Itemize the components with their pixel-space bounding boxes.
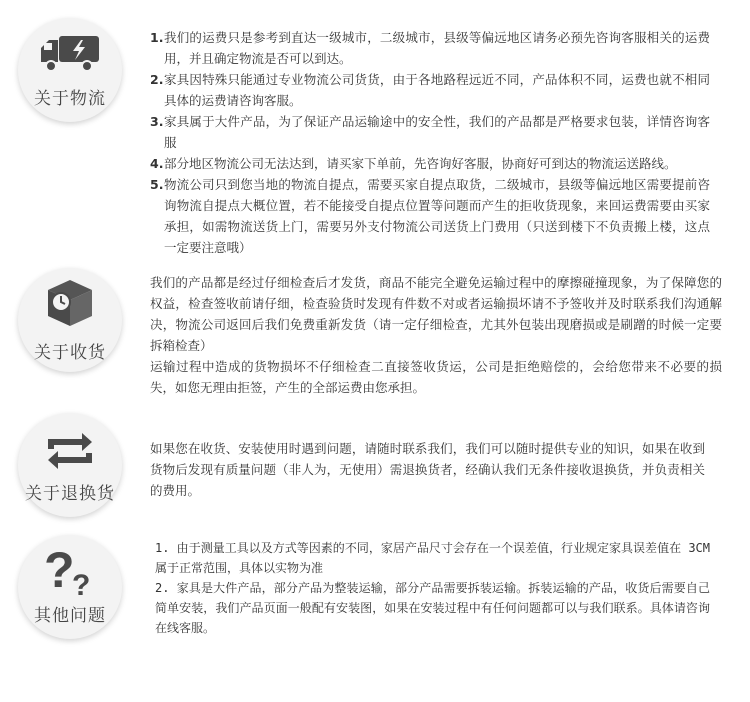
receiving-paragraph: 我们的产品都是经过仔细检查后才发货，商品不能完全避免运输过程中的摩擦碰撞现象，为了保障您的权益，检查签收前请仔细，检查验货时发现有件数不对或者运输损坏请不予签收并及时联系我们沟通解决，物流公司返回后我们免费重新发货（请一定仔细检查，尤其外包装出现磨损或是刷蹭的时候一定要拆箱检查） (150, 275, 722, 353)
list-item: 1. 我们的运费只是参考到直达一级城市，二级城市，县级等偏远地区请务必预先咨询客服相关的运费用，并且确定物流是否可以到达。 (150, 30, 710, 66)
list-item: 4. 部分地区物流公司无法达到，请买家下单前，先咨询好客服，协商好可到达的物流运送路线。 (150, 156, 677, 171)
package-box-clock-icon (40, 276, 100, 330)
svg-text:?: ? (72, 569, 91, 601)
exchange-arrows-icon (42, 429, 98, 473)
list-item: 2. 家具因特殊只能通过专业物流公司货货，由于各地路程远近不同，产品体积不同，运费也就不相同具体的运费请咨询客服。 (150, 72, 710, 108)
logistics-text (150, 27, 710, 258)
list-item: 3. 家具属于大件产品，为了保证产品运输途中的安全性，我们的产品都是严格要求包装，详情咨询客服 (150, 114, 710, 150)
other-label: 其他问题 (34, 606, 106, 626)
svg-text:?: ? (44, 543, 75, 598)
question-marks-icon (40, 543, 100, 601)
receiving-badge (18, 268, 122, 372)
returns-label: 关于退换货 (25, 484, 115, 504)
receiving-paragraph: 运输过程中造成的货物损坏不仔细检查二直接签收货运，公司是拒绝赔偿的，会给您带来不必要的损失，如您无理由拒签，产生的全部运费由您承担。 (150, 359, 722, 395)
receiving-label: 关于收货 (34, 343, 106, 363)
list-item: 2. 家具是大件产品，部分产品为整装运输，部分产品需要拆装运输。拆装运输的产品，收货后需要自己简单安装，我们产品页面一般配有安装图，如果在安装过程中有任何问题都可以与我们联系。具体请咨询在线客服。 (155, 581, 710, 635)
returns-text: 如果您在收货、安装使用时遇到问题，请随时联系我们，我们可以随时提供专业的知识，如果在收到货物后发现有质量问题（非人为，无使用）需退换货者，经确认我们无条件接收退换货，并负责相关的费用。 (150, 441, 705, 498)
logistics-badge (18, 18, 122, 122)
delivery-truck-icon (39, 30, 101, 76)
list-item: 1. 由于测量工具以及方式等因素的不同，家居产品尺寸会存在一个误差值，行业规定家具误差值在 3CM属于正常范围，具体以实物为准 (155, 541, 710, 575)
other-badge (18, 535, 122, 639)
receiving-text (150, 272, 722, 398)
list-item: 5. 物流公司只到您当地的物流自提点，需要买家自提点取货，二级城市，县级等偏远地区需要提前咨询物流自提点大概位置，若不能接受自提点位置等问题而产生的拒收货现象，来回运费需要由买家承担，如需物流送货上门，需要另外支付物流公司送货上门费用（只送到楼下不负责搬上楼，这点一定要注意哦） (150, 177, 710, 255)
logistics-label: 关于物流 (34, 89, 106, 109)
other-text (155, 538, 710, 638)
returns-badge (18, 413, 122, 517)
